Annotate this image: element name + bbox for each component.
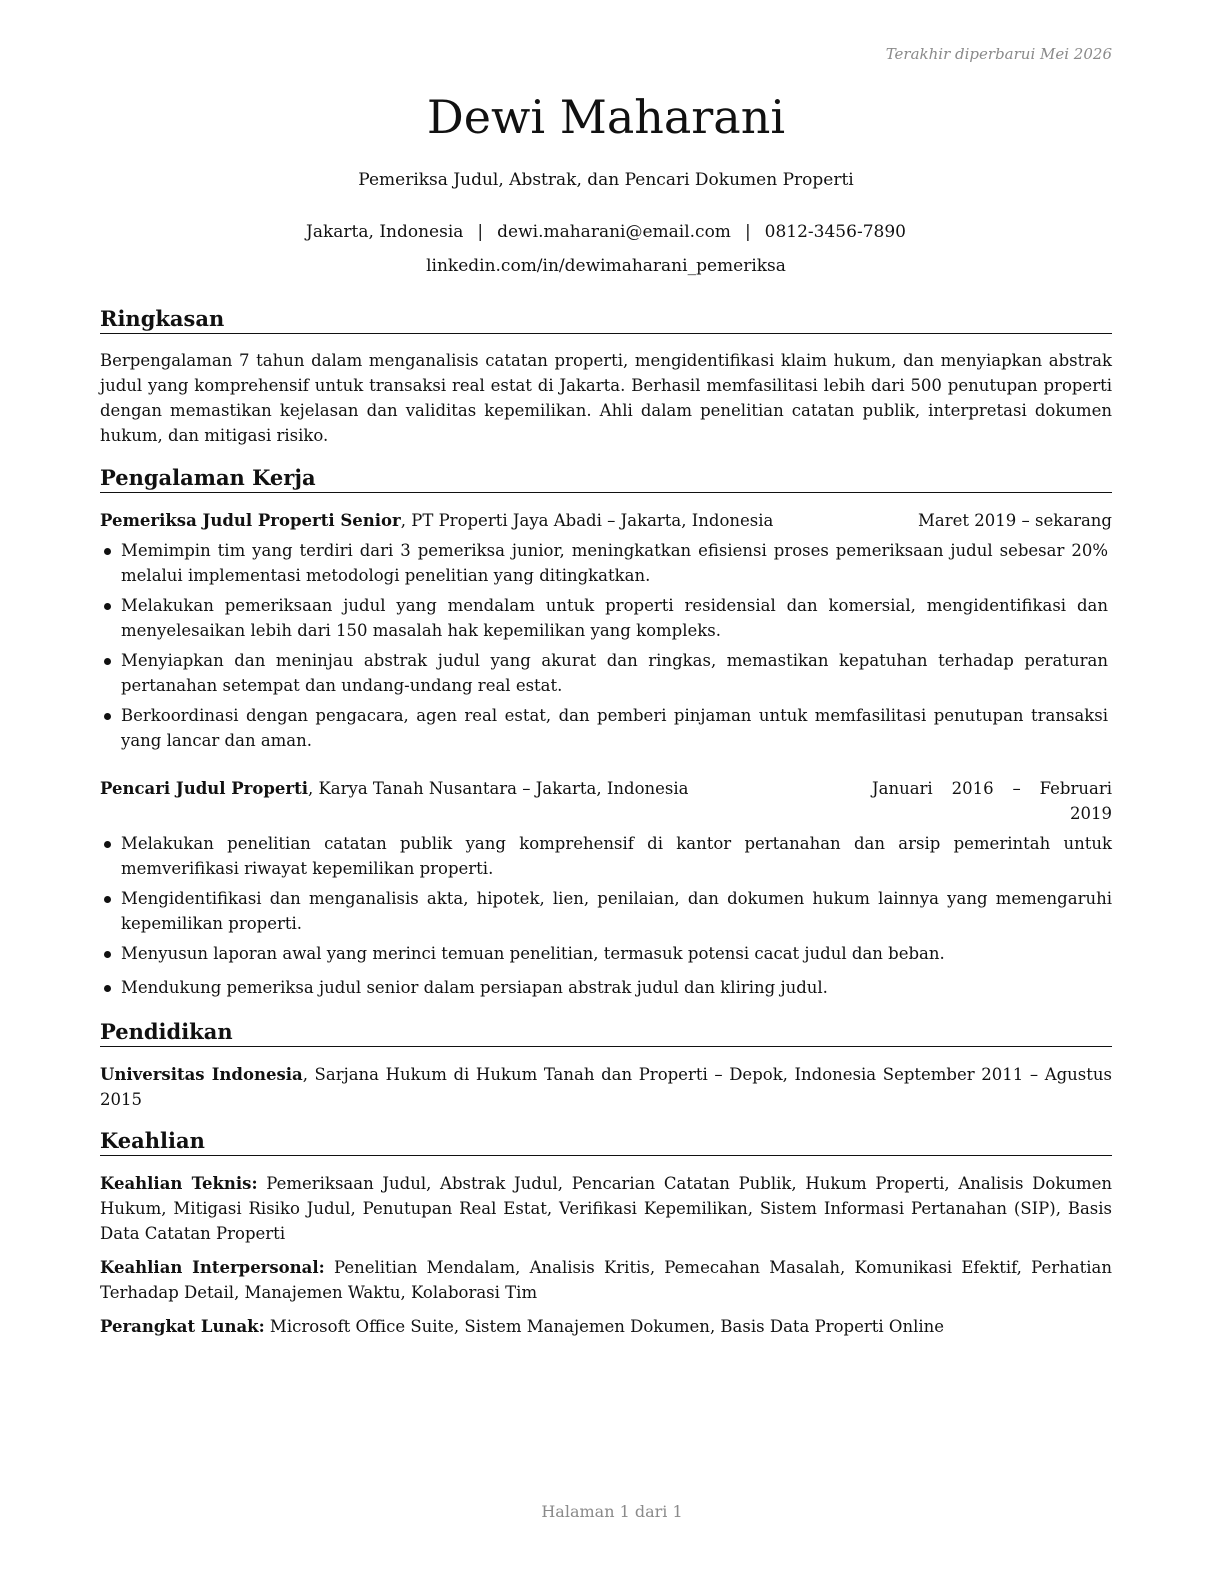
section-title-skills: Keahlian [100,1128,1112,1156]
contact-separator: | [744,222,751,242]
bullet-icon [104,713,111,720]
last-updated-note: Terakhir diperbarui Mei 2026 [885,45,1112,63]
job-dates: Maret 2019 – sekarang [918,511,1112,530]
candidate-title: Pemeriksa Judul, Abstrak, dan Pencari Dokumen Properti [358,170,854,190]
education-detail: , Sarjana Hukum di Hukum Tanah dan Properti – Depok, Indonesia [302,1065,877,1084]
contact-phone: 0812-3456-7890 [764,222,906,242]
job-role-line [100,776,689,801]
bullet-icon [104,985,111,992]
bullet-icon [104,603,111,610]
contact-linkedin[interactable]: linkedin.com/in/dewimaharani_pemeriksa [426,256,786,276]
list-item: Memimpin tim yang terdiri dari 3 pemeriksa junior, meningkatkan efisiensi proses pemeriksaan judul sebesar 20% melalui implementasi metodologi penelitian yang ditingkatkan. [100,538,1108,588]
skills-label: Keahlian Interpersonal: [100,1258,325,1277]
education-entry [100,1062,1112,1112]
list-item: Mendukung pemeriksa judul senior dalam persiapan abstrak judul dan kliring judul. [100,975,1112,1000]
list-item: Melakukan pemeriksaan judul yang mendalam untuk properti residensial dan komersial, mengidentifikasi dan menyelesaikan lebih dari 150 masalah hak kepemilikan yang kompleks. [100,593,1108,643]
contact-location: Jakarta, Indonesia [306,222,464,242]
job-role: Pencari Judul Properti [100,779,308,798]
skills-label: Perangkat Lunak: [100,1317,265,1336]
bullet-icon [104,548,111,555]
section-title-experience: Pengalaman Kerja [100,465,1112,493]
bullet-icon [104,951,111,958]
job-bullets [100,831,1112,1005]
list-item: Berkoordinasi dengan pengacara, agen real estat, dan pemberi pinjaman untuk memfasilitasi penutupan transaksi yang lancar dan aman. [100,703,1108,753]
page-number: Halaman 1 dari 1 [541,1502,683,1521]
bullet-icon [104,658,111,665]
list-item: Menyiapkan dan meninjau abstrak judul yang akurat dan ringkas, memastikan kepatuhan terhadap peraturan pertanahan setempat dan undang-undang real estat. [100,648,1108,698]
education-dates: September 2011 – Agustus 2015 [100,1065,1112,1109]
skills-technical [100,1171,1112,1246]
list-item: Mengidentifikasi dan menganalisis akta, hipotek, lien, penilaian, dan dokumen hukum lainnya yang memengaruhi kepemilikan properti. [100,886,1112,936]
job-role: Pemeriksa Judul Properti Senior [100,511,401,530]
job-dates: Januari 2016 – Februari 2019 [872,779,1112,823]
section-title-education: Pendidikan [100,1019,1112,1047]
job-company: , PT Properti Jaya Abadi – Jakarta, Indonesia [400,511,774,530]
skills-label: Keahlian Teknis: [100,1174,258,1193]
candidate-name: Dewi Maharani [426,90,786,144]
contact-separator: | [477,222,484,242]
list-item: Melakukan penelitian catatan publik yang komprehensif di kantor pertanahan dan arsip pemerintah untuk memverifikasi riwayat kepemilikan properti. [100,831,1112,881]
education-school: Universitas Indonesia [100,1065,303,1084]
skills-text: Microsoft Office Suite, Sistem Manajemen Dokumen, Basis Data Properti Online [264,1317,945,1336]
skills-text: Pemeriksaan Judul, Abstrak Judul, Pencarian Catatan Publik, Hukum Properti, Analisis Dokumen Hukum, Mitigasi Risiko Judul, Penutupan Real Estat, Verifikasi Kepemilikan, Sistem Informasi Pertanahan (SIP), Basis Data Catatan Properti [100,1174,1113,1243]
bullet-icon [104,841,111,848]
skills-interpersonal [100,1255,1112,1305]
skills-text: Penelitian Mendalam, Analisis Kritis, Pemecahan Masalah, Komunikasi Efektif, Perhatian Terhadap Detail, Manajemen Waktu, Kolaborasi Tim [100,1258,1112,1302]
skills-software [100,1314,1112,1339]
list-item: Menyusun laporan awal yang merinci temuan penelitian, termasuk potensi cacat judul dan beban. [100,941,1112,966]
job-company: , Karya Tanah Nusantara – Jakarta, Indonesia [307,779,689,798]
contact-line [100,220,1112,244]
bullet-icon [104,896,111,903]
summary-text: Berpengalaman 7 tahun dalam menganalisis catatan properti, mengidentifikasi klaim hukum, dan menyiapkan abstrak judul yang komprehensif untuk transaksi real estat di Jakarta. Berhasil memfasilitasi lebih dari 500 penutupan properti dengan memastikan kejelasan dan validitas kepemilikan. Ahli dalam penelitian catatan publik, interpretasi dokumen hukum, dan mitigasi risiko. [100,351,1112,445]
contact-email[interactable]: dewi.maharani@email.com [497,222,731,242]
job-bullets [100,538,1108,758]
section-title-summary: Ringkasan [100,306,1112,334]
job-role-line [100,508,773,533]
